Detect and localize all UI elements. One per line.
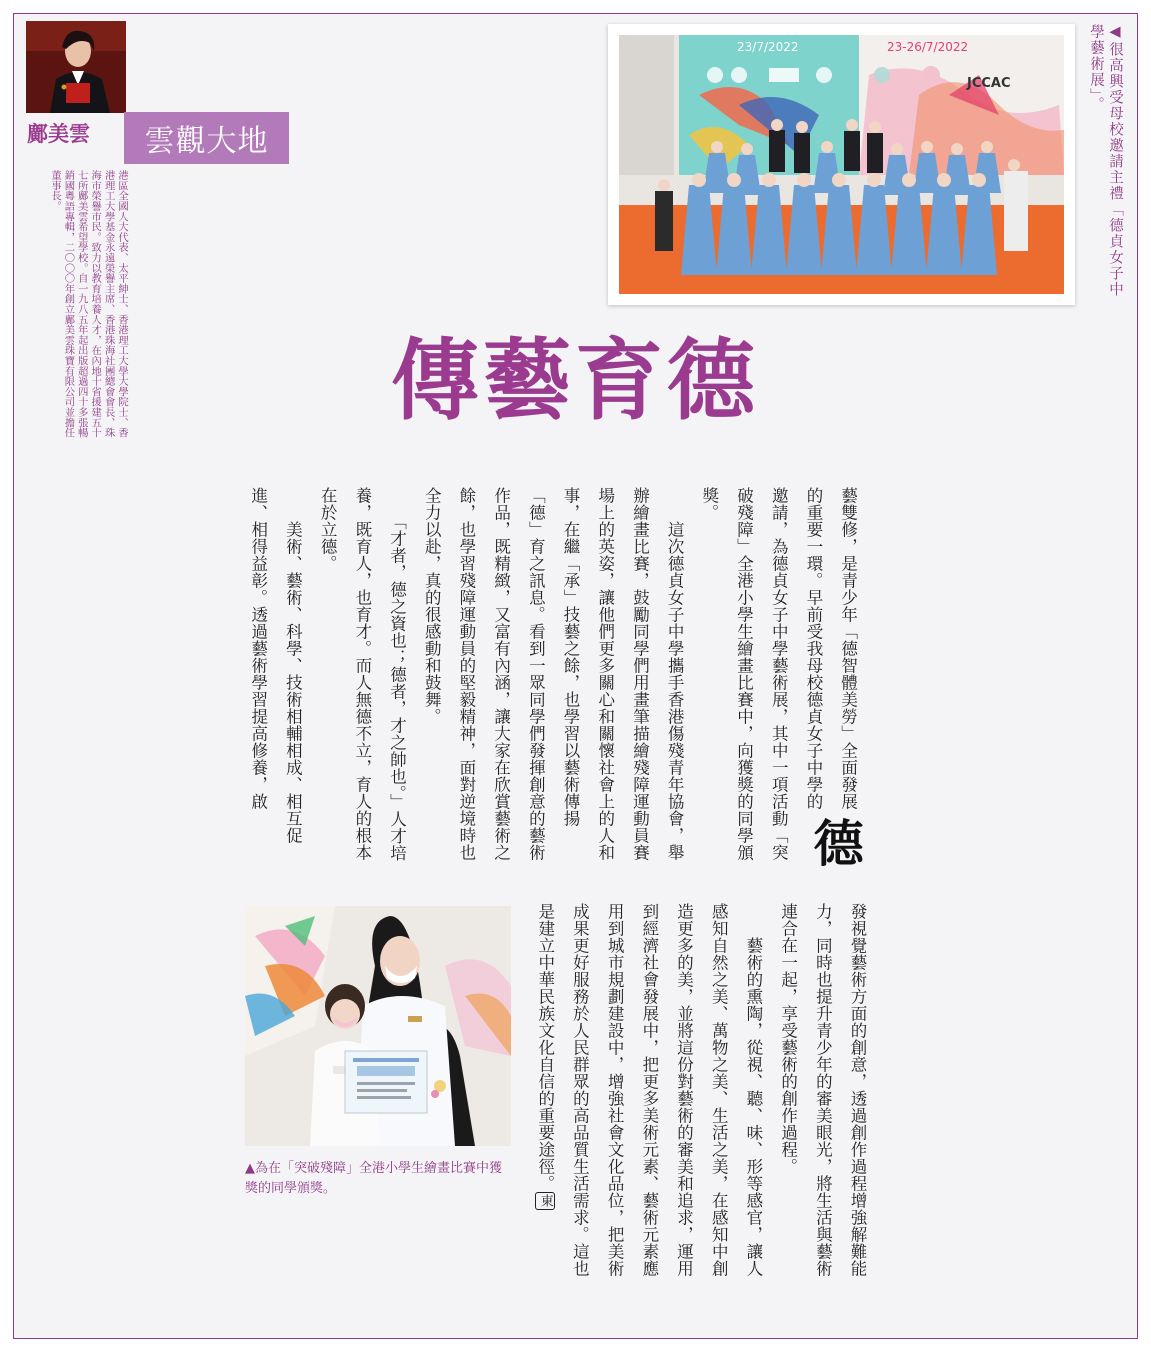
- column-title: 雲觀大地: [124, 112, 289, 164]
- headline: 傳藝育德: [390, 328, 759, 432]
- author-portrait: [26, 21, 126, 113]
- exhibition-photo-caption: ◀很高興受母校邀請主禮「德貞女子中學藝術展」。: [1088, 24, 1123, 298]
- author-bio: 港區全國人大代表、太平紳士、香港理工大學大學院士、香港理工大學基金永遠榮譽主席、香港珠海社團總會會長、珠海市榮譽市民。致力以教育培養人才，在內地十省援建五十七所鄺美雲希望學校。自一九八五年起出版超過四十多張暢銷國粵語專輯，二〇〇〇年創立鄺美雲珠寶有限公司並擔任董事長。: [48, 170, 128, 438]
- paragraph-2: 這次德貞女子中學攜手香港傷殘青年協會，舉辦繪畫比賽，鼓勵同學們用畫筆描繪殘障運動員賽場上的英姿，讓他們更多關心和關懷社會上的人和事，在繼「承」技藝之餘，也學習以藝術傳揚「德」育之訊息。看到一眾同學們發揮創意的藝術作品，既精緻，又富有內涵，讓大家在欣賞藝術之餘，也學習殘障運動員的堅毅精神，面對逆境時也全力以赴，真的很感動和鼓舞。: [422, 487, 685, 861]
- paragraph-1: [691, 487, 865, 867]
- paragraph-3: 「才者，德之資也；德者，才之帥也。」人才培養，既育人，也育才。而人無德不立，育人的根本在於立德。: [318, 487, 407, 862]
- exhibition-photo: [608, 24, 1075, 305]
- paragraph-1-text: 藝雙修，是青少年「德智體美勞」全面發展的重要一環。早前受我母校德貞女子中學的邀請，為德貞女子中學藝術展，其中一項活動「突破殘障」全港小學生繪畫比賽中，向獲獎的同學頒獎。: [699, 487, 858, 861]
- article-body-top: [240, 487, 865, 867]
- paragraph-5: 發視覺藝術方面的創意，透過創作過程增強解難能力，同時也提升青少年的審美眼光，將生活與藝術連合在一起，享受藝術的創作過程。: [778, 903, 868, 1277]
- paragraph-6: 藝術的熏陶，從視、聽、味、形等感官，讓人感知自然之美、萬物之美、生活之美，在感知中創造更多的美，並將這份對藝術的審美和追求，運用到經濟社會發展中，把更多美術元素、藝術元素應用到城市規劃建設中，增強社會文化品位，把美術成果更好服務於人民群眾的高品質生活需求。這也是建立中華民族文化自信的重要途徑。東: [535, 903, 763, 1277]
- article-body-bottom: [527, 903, 874, 1293]
- award-photo-caption: ▲為在「突破殘障」全港小學生繪畫比賽中獲獎的同學頒獎。: [245, 1161, 502, 1196]
- end-mark: 東: [535, 1192, 555, 1210]
- award-photo: [245, 906, 511, 1146]
- dropcap: 德: [805, 816, 865, 867]
- banner-logo: JCCAC: [967, 76, 1011, 91]
- banner-left-date: 23/7/2022: [737, 40, 799, 54]
- paragraph-4: 美術、藝術、科學、技術相輔相成、相互促進、相得益彰。透過藝術學習提高修養，啟: [248, 487, 303, 844]
- banner-right-date: 23-26/7/2022: [887, 40, 969, 54]
- author-name: 鄺美雲: [27, 121, 90, 146]
